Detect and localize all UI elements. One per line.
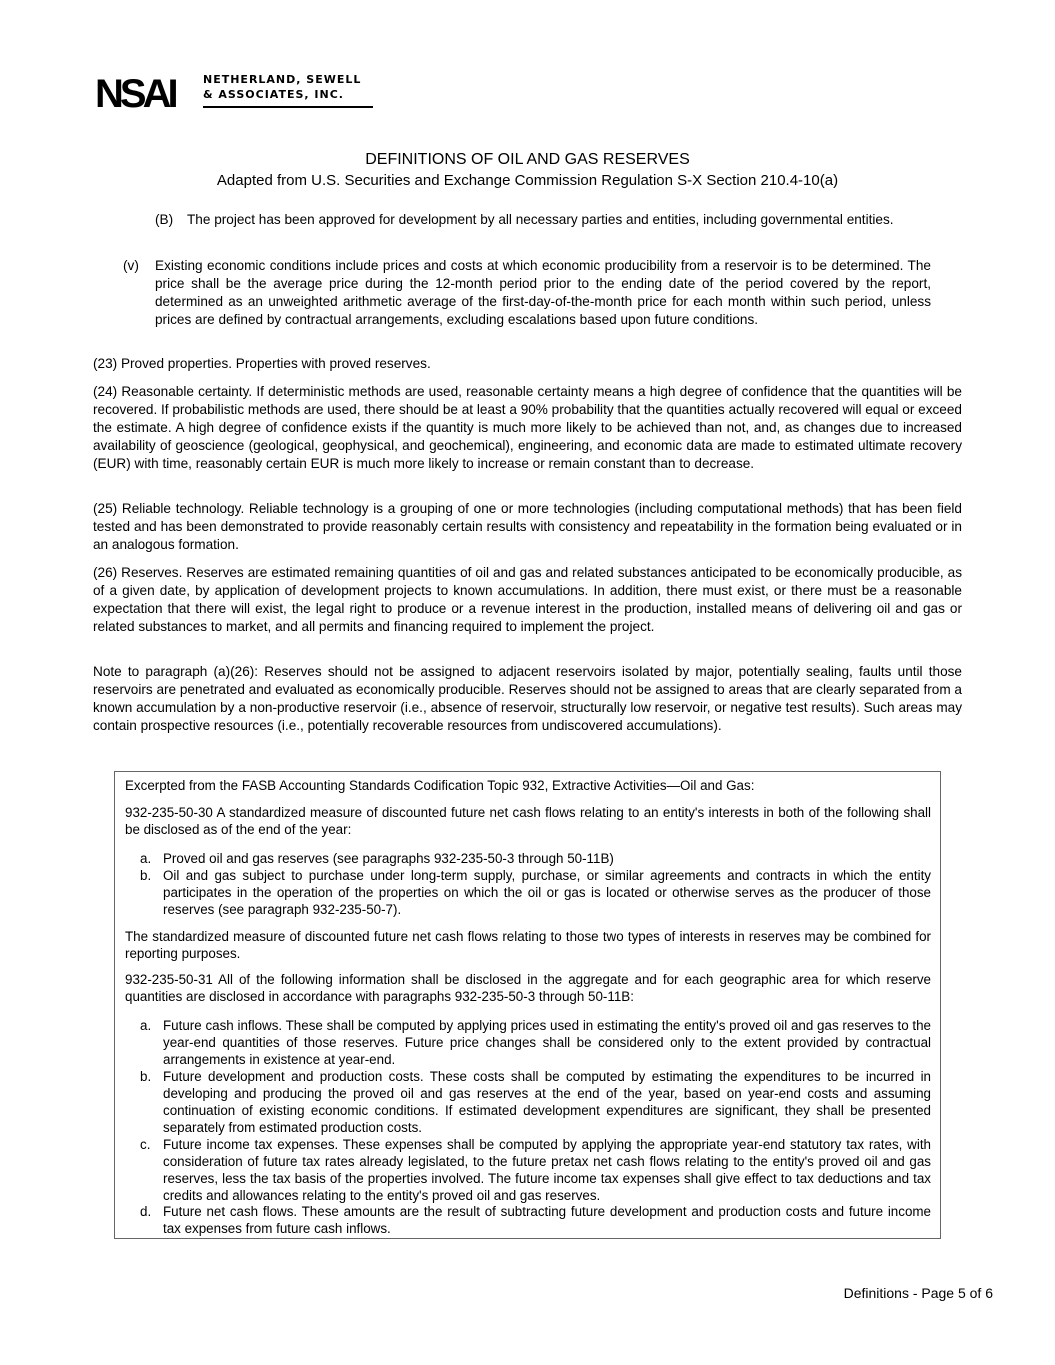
list-item-text: Future net cash flows. These amounts are the result of subtracting future development and production costs and future income tax expenses from future cash inflows. <box>163 1204 931 1236</box>
company-logo <box>95 72 380 112</box>
list-item-label: (B) <box>155 212 174 227</box>
list-item-text: Future development and production costs. These costs shall be computed by estimating the expenditures to be incurred in developing and producing the proved oil and gas reserves at the end of the year, based on year-end costs and assuming continuation of existing economic conditions. If estimated development expenditures are significant, they shall be presented separately from estimated production costs. <box>163 1069 931 1135</box>
page-subtitle: Adapted from U.S. Securities and Exchange Commission Regulation S-X Section 210.4-10(a) <box>216 172 839 189</box>
list-item-v <box>123 257 931 347</box>
list-item-text: Oil and gas subject to purchase under long-term supply, purchase, or similar agreements and contracts in which the entity participates in the operation of the properties on which the oil or gas is located or otherwise serves as the producer of those reserves (see paragraph 932-235-50-7). <box>163 868 931 917</box>
list-item-text: Future cash inflows. These shall be computed by applying prices used in estimating the entity's proved oil and gas reserves to the year-end quantities of those reserves. Future price changes shall be considered only to the extent provided by contractual arrangements in existence at year-end. <box>163 1018 931 1067</box>
fasb-excerpt-box <box>114 771 941 1239</box>
list-item <box>140 1136 931 1204</box>
page-number-footer: Definitions - Page 5 of 6 <box>843 1285 993 1301</box>
list-item-label: c. <box>140 1137 151 1152</box>
list-item-text: Existing economic conditions include prices and costs at which economic producibility from a reservoir is to be determined. The price shall be the average price during the 12-month period prior to the ending date of the period covered by the report, determined as an unweighted arithmetic average of the first-day-of-the-month price for each month within such period, unless prices are defined by contractual arrangements, excluding escalations based upon future conditions. <box>155 258 931 327</box>
list-item <box>140 1017 931 1068</box>
nsai-logo-mark <box>95 74 199 110</box>
paragraph-26: (26) Reserves. Reserves are estimated remaining quantities of oil and gas and related substances anticipated to be economically producible, as of a given date, by application of development projects to known accumulations. In addition, there must exist, or there must be a reasonable expectation that there will exist, the legal right to produce or a revenue interest in the production, installed means of delivering oil and gas or related substances to market, and all permits and financing required to implement the project. <box>93 565 962 634</box>
paragraph-24: (24) Reasonable certainty. If deterministic methods are used, reasonable certainty means a high degree of confidence that the quantities will be recovered. If probabilistic methods are used, there should be at least a 90% probability that the quantities actually recovered will equal or exceed the estimate. A high degree of confidence exists if the quantity is much more likely to be achieved than not, and, as changes due to increased availability of geoscience (geological, geophysical, and geochemical), engineering, and economic data are made to estimated ultimate recovery (EUR) with time, reasonably certain EUR is much more likely to increase or remain constant than to decrease. <box>93 384 962 471</box>
logo-text: NSAI <box>95 74 175 110</box>
box-heading: Excerpted from the FASB Accounting Standards Codification Topic 932, Extractive Activities—Oil and Gas: <box>125 778 755 793</box>
paragraph-23: (23) Proved properties. Properties with proved reserves. <box>93 356 431 371</box>
list-item-text: Future income tax expenses. These expenses shall be computed by applying the appropriate year-end statutory tax rates, with consideration of future tax rates already legislated, to the future pretax net cash flows relating to the entity's proved oil and gas reserves, less the tax basis of the properties involved. The future income tax expenses shall give effect to tax deductions and tax credits and allowances relating to the entity's proved oil and gas reserves. <box>163 1137 931 1203</box>
company-name <box>203 72 373 102</box>
note-paragraph-26: Note to paragraph (a)(26): Reserves should not be assigned to adjacent reservoirs isolated by major, potentially sealing, faults until those reservoirs are penetrated and evaluated as economically producible. Reserves should not be assigned to areas that are clearly separated from a known accumulation by a non-productive reservoir (i.e., absence of reservoir, structurally low reservoir, or negative test results). Such areas may contain prospective resources (i.e., potentially recoverable resources from undiscovered accumulations). <box>93 664 962 733</box>
logo-underline <box>203 106 373 108</box>
list-item-label: (v) <box>123 258 139 273</box>
list-item <box>140 850 931 867</box>
list-item-text: Proved oil and gas reserves (see paragraphs 932-235-50-3 through 50-11B) <box>163 851 614 866</box>
box-paragraph-50-30: 932-235-50-30 A standardized measure of discounted future net cash flows relating to an entity's interests in both of the following shall be disclosed as of the end of the year: <box>125 805 931 837</box>
page-title: DEFINITIONS OF OIL AND GAS RESERVES <box>365 151 690 168</box>
box-paragraph-combined: The standardized measure of discounted future net cash flows relating to those two types of interests in reserves may be combined for reporting purposes. <box>125 929 931 961</box>
list-item-b <box>155 211 900 247</box>
list-item-label: d. <box>140 1204 152 1219</box>
list-item <box>140 1068 931 1136</box>
list-item <box>140 1203 931 1237</box>
paragraph-25: (25) Reliable technology. Reliable technology is a grouping of one or more technologies (including computational methods) that has been field tested and has been demonstrated to provide reasonably certain results with consistency and repeatability in the formation being evaluated or in an analogous formation. <box>93 501 962 552</box>
list-item-text: The project has been approved for development by all necessary parties and entities, including governmental entities. <box>187 212 894 227</box>
box-paragraph-50-31: 932-235-50-31 All of the following information shall be disclosed in the aggregate and for each geographic area for which reserve quantities are disclosed in accordance with paragraphs 932-235-50-3 through 50-11B: <box>125 972 931 1004</box>
list-item-label: a. <box>140 851 152 866</box>
company-name-line2: & ASSOCIATES, INC. <box>203 88 344 101</box>
list-item-label: b. <box>140 868 152 883</box>
list-item-label: b. <box>140 1069 152 1084</box>
company-name-line1: NETHERLAND, SEWELL <box>203 73 362 86</box>
list-item-label: a. <box>140 1018 152 1033</box>
list-item <box>140 867 931 918</box>
